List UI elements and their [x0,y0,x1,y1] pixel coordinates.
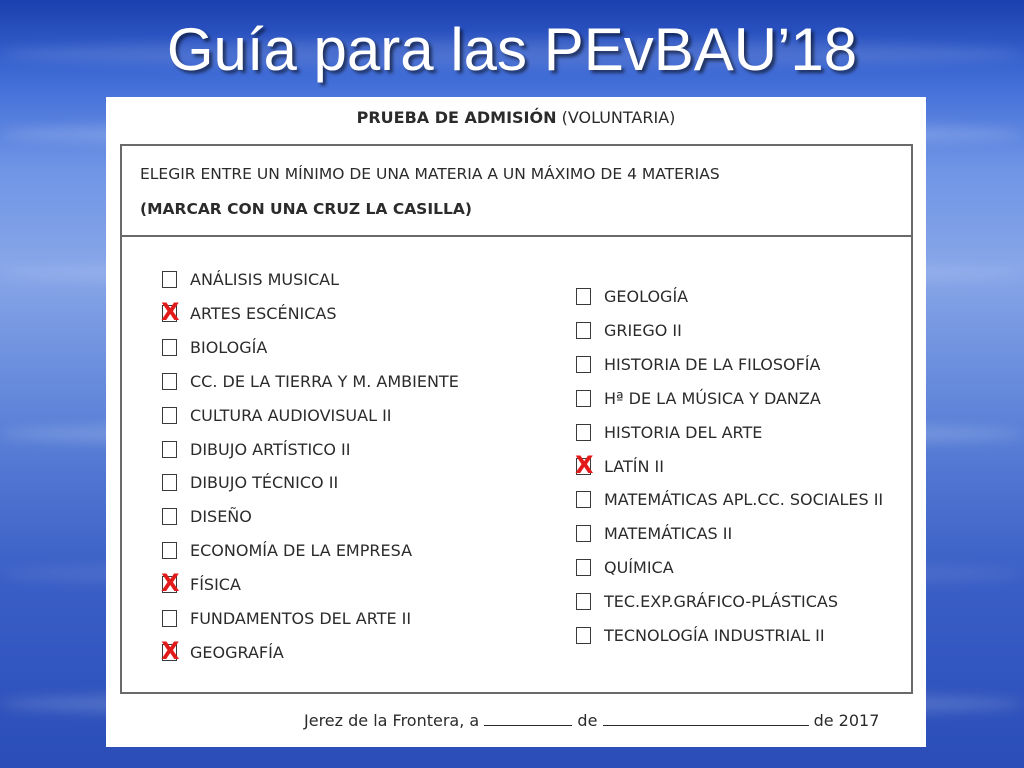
instruction-text: ELEGIR ENTRE UN MÍNIMO DE UNA MATERIA A UN MÁXIMO DE 4 MATERIAS [140,165,720,183]
subject-checkbox[interactable] [576,322,591,339]
subject-label: Hª DE LA MÚSICA Y DANZA [604,388,821,408]
subject-checkbox[interactable] [162,407,177,424]
slide-title: Guía para las PEvBAU’18 [166,16,858,83]
checkbox-cross-mark: X [161,569,180,598]
subject-checkbox[interactable] [162,339,177,356]
checkbox-cross-mark: X [161,636,180,665]
subject-checkbox[interactable] [162,610,177,627]
subject-label: LATÍN II [604,456,664,476]
subject-label: GEOGRAFÍA [190,642,284,662]
subject-label: TECNOLOGÍA INDUSTRIAL II [604,626,825,645]
subject-label: TEC.EXP.GRÁFICO-PLÁSTICAS [604,592,838,612]
subject-checkbox[interactable] [162,441,177,458]
subject-checkbox[interactable] [162,373,177,390]
subject-checkbox[interactable] [576,390,591,407]
subject-label: FÍSICA [190,575,241,595]
checkbox-cross-mark: X [161,297,180,326]
form-heading [106,108,926,127]
subject-label: QUÍMICA [604,558,674,578]
subject-checkbox[interactable] [162,508,177,525]
subject-checkbox[interactable] [162,542,177,559]
subject-label: HISTORIA DEL ARTE [604,422,763,442]
subject-checkbox[interactable] [162,474,177,491]
subject-checkbox[interactable] [576,559,591,576]
footer-de2: de 2017 [813,711,880,730]
form-heading-normal: (VOLUNTARIA) [561,108,676,127]
subject-label: ANÁLISIS MUSICAL [190,270,340,289]
subject-label: HISTORIA DE LA FILOSOFÍA [604,354,821,374]
subject-label: MATEMÁTICAS APL.CC. SOCIALES II [604,490,884,510]
subject-label: GEOLOGÍA [604,287,689,306]
checkbox-cross-mark: X [575,450,594,479]
subject-label: DIBUJO ARTÍSTICO II [190,439,351,459]
subject-label: DISEÑO [190,507,252,527]
subject-label: ARTES ESCÉNICAS [190,303,337,323]
form-footer [304,711,879,730]
form-heading-bold: PRUEBA DE ADMISIÓN [356,108,557,127]
frame-divider [120,235,911,237]
subject-checkbox[interactable] [576,627,591,644]
subject-checkbox[interactable] [576,491,591,508]
subject-checkbox[interactable] [162,271,177,288]
subject-checkbox[interactable] [576,356,591,373]
instruction-bold-text: (MARCAR CON UNA CRUZ LA CASILLA) [140,200,472,218]
subject-checkbox[interactable] [576,593,591,610]
month-blank-field[interactable] [603,711,809,726]
subject-label: FUNDAMENTOS DEL ARTE II [190,609,412,628]
subject-checkbox[interactable] [576,424,591,441]
subject-label: BIOLOGÍA [190,337,268,357]
subject-label: CC. DE LA TIERRA Y M. AMBIENTE [190,371,459,391]
subject-checkbox[interactable] [576,525,591,542]
footer-place: Jerez de la Frontera, a [304,711,480,730]
subject-label: CULTURA AUDIOVISUAL II [190,405,392,425]
subject-label: GRIEGO II [604,320,682,340]
subject-label: MATEMÁTICAS II [604,524,733,544]
day-blank-field[interactable] [484,711,572,726]
subject-checkbox[interactable] [576,288,591,305]
subject-label: ECONOMÍA DE LA EMPRESA [190,541,413,561]
admission-form [106,97,926,747]
footer-de1: de [577,711,598,730]
subject-label: DIBUJO TÉCNICO II [190,473,339,493]
